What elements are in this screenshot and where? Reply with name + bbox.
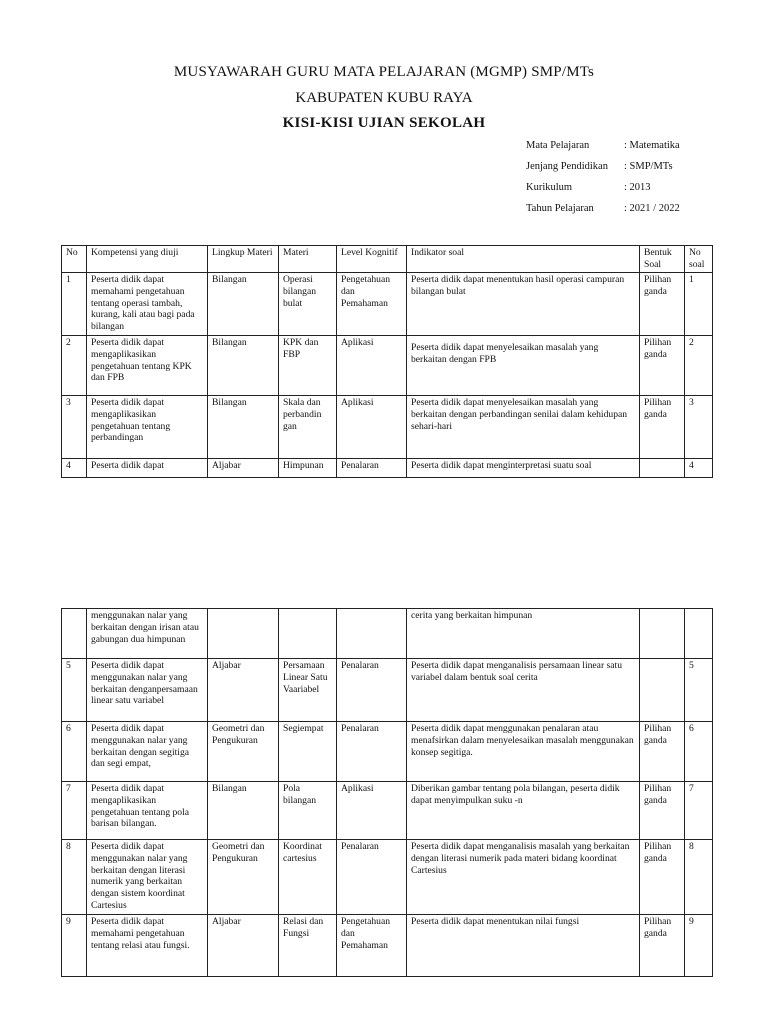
meta-key: Tahun Pelajaran: [526, 203, 594, 214]
cell-nosoal: 7: [685, 782, 713, 840]
cell-level: Aplikasi: [337, 336, 407, 396]
cell-no: 2: [62, 336, 87, 396]
cell-bentuk: Pilihan ganda: [640, 336, 685, 396]
cell-kompetensi: Peserta didik dapat menggunakan nalar yang berkaitan denganpersamaan linear satu variabel: [87, 659, 208, 722]
cell-nosoal: 6: [685, 722, 713, 782]
table-row: [62, 459, 713, 478]
cell-materi: Operasi bilangan bulat: [279, 273, 337, 336]
cell-nosoal: 4: [685, 459, 713, 478]
cell-no: 9: [62, 915, 87, 977]
cell-bentuk: [640, 459, 685, 478]
cell-kompetensi: Peserta didik dapat memahami pengetahuan tentang operasi tambah, kurang, kali atau bagi pada bilangan: [87, 273, 208, 336]
cell-no: 3: [62, 396, 87, 459]
cell-level: Aplikasi: [337, 396, 407, 459]
cell-level: [337, 609, 407, 659]
table-row: [62, 396, 713, 459]
cell-materi: Pola bilangan: [279, 782, 337, 840]
table-row: [62, 722, 713, 782]
cell-level: Aplikasi: [337, 782, 407, 840]
cell-level: Penalaran: [337, 459, 407, 478]
header-no: No: [62, 246, 87, 273]
document-title: KISI-KISI UJIAN SEKOLAH: [282, 115, 486, 131]
header-bentuk: Bentuk Soal: [640, 246, 685, 273]
cell-materi: Himpunan: [279, 459, 337, 478]
cell-materi: Skala dan perbandin gan: [279, 396, 337, 459]
cell-bentuk: [640, 659, 685, 722]
table-row: [62, 273, 713, 336]
cell-indikator: cerita yang berkaitan himpunan: [407, 609, 640, 659]
table-row: [62, 659, 713, 722]
cell-kompetensi: Peserta didik dapat menggunakan nalar yang berkaitan dengan literasi numerik yang berkaitan dengan sistem koordinat Cartesius: [87, 840, 208, 915]
cell-kompetensi: Peserta didik dapat menggunakan nalar yang berkaitan dengan segitiga dan segi empat,: [87, 722, 208, 782]
header-lingkup: Lingkup Materi: [208, 246, 279, 273]
header-kabupaten: KABUPATEN KUBU RAYA: [295, 90, 473, 106]
cell-kompetensi: Peserta didik dapat mengaplikasikan pengetahuan tentang KPK dan FPB: [87, 336, 208, 396]
cell-lingkup: Aljabar: [208, 659, 279, 722]
cell-no: 6: [62, 722, 87, 782]
table-row: [62, 336, 713, 396]
cell-materi: Segiempat: [279, 722, 337, 782]
meta-key: Kurikulum: [526, 182, 573, 193]
cell-bentuk: [640, 609, 685, 659]
cell-indikator: Diberikan gambar tentang pola bilangan, peserta didik dapat menyimpulkan suku -n: [407, 782, 640, 840]
cell-nosoal: 1: [685, 273, 713, 336]
cell-bentuk: Pilihan ganda: [640, 782, 685, 840]
cell-kompetensi: Peserta didik dapat: [87, 459, 208, 478]
cell-kompetensi: Peserta didik dapat mengaplikasikan pengetahuan tentang perbandingan: [87, 396, 208, 459]
header-mgmp: MUSYAWARAH GURU MATA PELAJARAN (MGMP) SMP/MTs: [173, 64, 595, 80]
cell-bentuk: Pilihan ganda: [640, 273, 685, 336]
meta-value: : 2021 / 2022: [624, 203, 680, 214]
cell-bentuk: Pilihan ganda: [640, 840, 685, 915]
table-row: [62, 782, 713, 840]
cell-indikator: Peserta didik dapat menyelesaikan masalah yang berkaitan dengan FPB: [407, 336, 640, 396]
cell-kompetensi: menggunakan nalar yang berkaitan dengan irisan atau gabungan dua himpunan: [87, 609, 208, 659]
cell-indikator: Peserta didik dapat menginterpretasi suatu soal: [407, 459, 640, 478]
table-header-row: [62, 246, 713, 273]
table-row: [62, 609, 713, 659]
header-indikator: Indikator soal: [407, 246, 640, 273]
cell-bentuk: Pilihan ganda: [640, 396, 685, 459]
cell-no: 4: [62, 459, 87, 478]
cell-lingkup: Aljabar: [208, 459, 279, 478]
kisi-kisi-table-page-1: [61, 245, 713, 478]
cell-materi: Koordinat cartesius: [279, 840, 337, 915]
meta-key: Mata Pelajaran: [526, 140, 590, 151]
table-row: [62, 915, 713, 977]
cell-indikator: Peserta didik dapat menganalisis persamaan linear satu variabel dalam bentuk soal cerita: [407, 659, 640, 722]
cell-lingkup: Geometri dan Pengukuran: [208, 722, 279, 782]
cell-materi: Persamaan Linear Satu Vaariabel: [279, 659, 337, 722]
cell-level: Pengetahuan dan Pemahaman: [337, 273, 407, 336]
cell-indikator: Peserta didik dapat menentukan hasil operasi campuran bilangan bulat: [407, 273, 640, 336]
cell-nosoal: 9: [685, 915, 713, 977]
cell-no: [62, 609, 87, 659]
cell-lingkup: Bilangan: [208, 273, 279, 336]
cell-lingkup: Bilangan: [208, 782, 279, 840]
kisi-kisi-table-page-2: [61, 608, 713, 977]
cell-no: 5: [62, 659, 87, 722]
cell-lingkup: Bilangan: [208, 396, 279, 459]
cell-kompetensi: Peserta didik dapat mengaplikasikan pengetahuan tentang pola barisan bilangan.: [87, 782, 208, 840]
cell-nosoal: [685, 609, 713, 659]
header-nosoal: No soal: [685, 246, 713, 273]
cell-materi: KPK dan FBP: [279, 336, 337, 396]
meta-value: : SMP/MTs: [624, 161, 673, 172]
cell-nosoal: 5: [685, 659, 713, 722]
cell-indikator: Peserta didik dapat menggunakan penalaran atau menafsirkan dalam menyelesaikan masalah menggunakan konsep segitiga.: [407, 722, 640, 782]
meta-key: Jenjang Pendidikan: [526, 161, 608, 172]
cell-nosoal: 2: [685, 336, 713, 396]
cell-level: Pengetahuan dan Pemahaman: [337, 915, 407, 977]
cell-no: 1: [62, 273, 87, 336]
cell-no: 8: [62, 840, 87, 915]
cell-no: 7: [62, 782, 87, 840]
cell-bentuk: Pilihan ganda: [640, 722, 685, 782]
header-level: Level Kognitif: [337, 246, 407, 273]
cell-nosoal: 8: [685, 840, 713, 915]
cell-indikator: Peserta didik dapat menganalisis masalah yang berkaitan dengan literasi numerik pada materi bidang koordinat Cartesius: [407, 840, 640, 915]
cell-indikator: Peserta didik dapat menentukan nilai fungsi: [407, 915, 640, 977]
cell-lingkup: [208, 609, 279, 659]
header-materi: Materi: [279, 246, 337, 273]
header-kompetensi: Kompetensi yang diuji: [87, 246, 208, 273]
cell-nosoal: 3: [685, 396, 713, 459]
cell-lingkup: Aljabar: [208, 915, 279, 977]
cell-lingkup: Geometri dan Pengukuran: [208, 840, 279, 915]
cell-level: Penalaran: [337, 722, 407, 782]
meta-value: : Matematika: [624, 140, 680, 151]
cell-level: Penalaran: [337, 840, 407, 915]
cell-indikator: Peserta didik dapat menyelesaikan masalah yang berkaitan dengan perbandingan senilai dalam kehidupan sehari-hari: [407, 396, 640, 459]
cell-level: Penalaran: [337, 659, 407, 722]
meta-value: : 2013: [624, 182, 651, 193]
cell-bentuk: Pilihan ganda: [640, 915, 685, 977]
cell-kompetensi: Peserta didik dapat memahami pengetahuan tentang relasi atau fungsi.: [87, 915, 208, 977]
cell-materi: Relasi dan Fungsi: [279, 915, 337, 977]
cell-lingkup: Bilangan: [208, 336, 279, 396]
cell-materi: [279, 609, 337, 659]
table-row: [62, 840, 713, 915]
